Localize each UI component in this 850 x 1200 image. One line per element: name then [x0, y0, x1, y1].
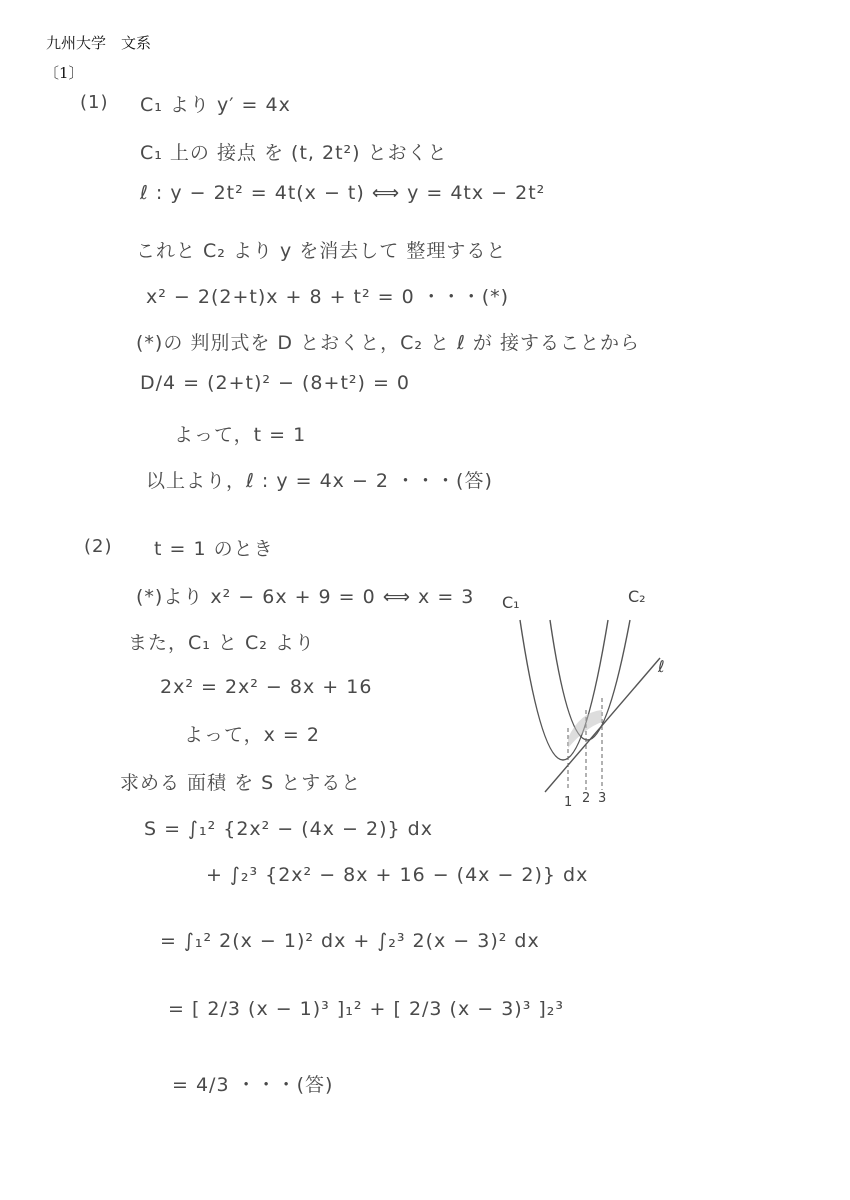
- part1-line-6: (*)の 判別式を D とおくと，C₂ と ℓ が 接することから: [136, 332, 640, 354]
- tick-1: 1: [564, 795, 573, 810]
- part1-line-1: C₁ より y′ = 4x: [140, 94, 291, 116]
- part1-line-4: これと C₂ より y を消去して 整理すると: [136, 240, 507, 262]
- part2-integral-2: + ∫₂³ {2x² − 8x + 16 − (4x − 2)} dx: [206, 864, 589, 886]
- part2-integral-1: S = ∫₁² {2x² − (4x − 2)} dx: [144, 818, 433, 840]
- tick-3: 3: [598, 791, 607, 806]
- part2-line-6: 求める 面積 を S とすると: [120, 772, 362, 794]
- part2-evaluated: = [ 2/3 (x − 1)³ ]₁² + [ 2/3 (x − 3)³ ]₂³: [168, 998, 565, 1020]
- part2-label: (2): [84, 536, 113, 557]
- problem-number: 〔1〕: [44, 64, 84, 82]
- part1-line-3: ℓ : y − 2t² = 4t(x − t) ⟺ y = 4tx − 2t²: [140, 182, 546, 204]
- part1-line-7: D/4 = (2+t)² − (8+t²) = 0: [140, 372, 411, 394]
- part1-line-5: x² − 2(2+t)x + 8 + t² = 0 ・・・(*): [146, 286, 510, 308]
- page-title: 九州大学 文系: [46, 34, 152, 52]
- parabola-sketch: [490, 580, 690, 810]
- part1-line-8: よって，t = 1: [174, 424, 307, 446]
- part2-line-5: よって，x = 2: [184, 724, 320, 746]
- tick-2: 2: [582, 791, 591, 806]
- shaded-region: [568, 710, 602, 748]
- part2-simplified: = ∫₁² 2(x − 1)² dx + ∫₂³ 2(x − 3)² dx: [160, 930, 540, 952]
- part1-label: (1): [80, 92, 109, 113]
- part2-answer: = 4/3 ・・・(答): [172, 1074, 334, 1096]
- part2-line-1: t = 1 のとき: [154, 538, 274, 560]
- line-l-label: ℓ: [658, 657, 665, 676]
- curve-c1-label: C₁: [502, 593, 520, 612]
- part1-line-2: C₁ 上の 接点 を (t, 2t²) とおくと: [140, 142, 448, 164]
- curve-c1: [520, 620, 608, 760]
- part2-line-2: (*)より x² − 6x + 9 = 0 ⟺ x = 3: [136, 586, 475, 608]
- part1-answer: 以上より，ℓ : y = 4x − 2 ・・・(答): [146, 470, 493, 492]
- part2-line-3: また，C₁ と C₂ より: [128, 632, 315, 654]
- curve-c2-label: C₂: [628, 587, 646, 606]
- part2-line-4: 2x² = 2x² − 8x + 16: [160, 676, 373, 698]
